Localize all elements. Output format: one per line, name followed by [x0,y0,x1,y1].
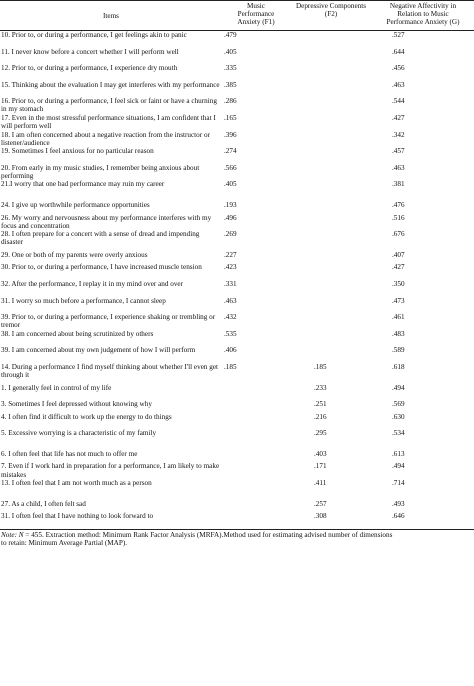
g-loading-cell: .494 [392,462,405,471]
header-f2 [290,1,372,31]
g-loading-cell: .350 [392,279,405,288]
table-row [0,512,474,529]
table-row [0,197,474,214]
item-cell: 28. I often prepare for a concert with a sense of dread and impending disaster [1,230,200,247]
f1-loading-cell: .423 [224,263,237,272]
item-cell: 30. Prior to, or during a performance, I have increased muscle tension [1,263,202,272]
table-row [0,247,474,264]
f1-loading-cell: .535 [224,329,237,338]
f2-loading-cell: .171 [314,462,327,471]
table-row [0,363,474,380]
g-loading-cell: .427 [392,263,405,272]
table-header [0,1,474,31]
f1-loading-cell: .193 [224,201,237,210]
table-row [0,396,474,413]
item-cell: 39. I am concerned about my own judgement of how I will perform [1,346,196,355]
table-row [0,330,474,347]
f2-loading-cell [290,147,372,164]
table-row [0,379,474,396]
table-row [0,313,474,330]
table-row [0,230,474,247]
item-cell: 3. Sometimes I feel depressed without knowing why [1,400,152,409]
f2-loading-cell: .233 [314,383,327,392]
g-loading-cell: .618 [392,362,405,371]
f1-loading-cell: .396 [224,130,237,139]
g-loading-cell: .427 [392,113,405,122]
f1-loading-cell: .335 [224,64,237,73]
table-row [0,297,474,314]
f1-loading-cell [222,479,290,496]
header-f2-line2: (F2) [324,10,338,18]
table-row [0,64,474,81]
item-cell: 14. During a performance I find myself thinking about whether I'll even get through it [1,362,219,379]
f1-loading-cell [222,446,290,463]
f2-loading-cell [290,31,372,48]
g-loading-cell: .630 [392,412,405,421]
table-row [0,81,474,98]
table-row [0,280,474,297]
table-row [0,147,474,164]
item-cell: 26. My worry and nervousness about my performance interferes with my focus and concentration [1,213,212,230]
item-cell: 18. I am often concerned about a negative reaction from the instructor or listener/audience [1,130,210,147]
table-row [0,180,474,197]
f1-loading-cell: .274 [224,147,237,156]
f1-loading-cell: .406 [224,346,237,355]
g-loading-cell: .527 [392,31,405,39]
f2-loading-cell [290,197,372,214]
header-g-line3: Performance Anxiety (G) [386,18,460,26]
table-row [0,462,474,479]
f2-loading-cell [290,131,372,148]
f1-loading-cell [222,379,290,396]
table-row [0,446,474,463]
header-g [372,1,474,31]
item-cell: 32. After the performance, I replay it in my mind over and over [1,279,184,288]
item-cell: 24. I give up worthwhile performance opportunities [1,201,150,210]
g-loading-cell: .457 [392,147,405,156]
f1-loading-cell [222,396,290,413]
f2-loading-cell [290,313,372,330]
g-loading-cell: .473 [392,296,405,305]
f1-loading-cell: .479 [224,31,237,39]
table-note [0,530,474,548]
f1-loading-cell: .269 [224,230,237,239]
item-cell: 17. Even in the most stressful performance situations, I am confident that I will perform well [1,113,216,131]
f2-loading-cell [290,330,372,347]
f1-loading-cell [222,429,290,446]
f2-loading-cell: .308 [290,512,372,529]
f2-loading-cell [290,214,372,231]
f2-loading-cell [290,297,372,314]
f1-loading-cell [222,413,290,430]
table-row [0,48,474,65]
f2-loading-cell [290,280,372,297]
item-cell: 19. Sometimes I feel anxious for no particular reason [1,147,154,156]
g-loading-cell: .676 [392,230,405,239]
item-cell: 10. Prior to, or during a performance, I get feelings akin to panic [1,31,187,39]
note-text-line2: to retain: Minimum Average Partial (MAP). [1,539,128,548]
g-loading-cell: .544 [392,97,405,106]
table-row [0,131,474,148]
g-loading-cell: .407 [392,250,405,259]
header-f1 [222,1,290,31]
f2-loading-cell [290,164,372,181]
g-loading-cell: .456 [392,64,405,73]
table-body [0,31,474,530]
f1-loading-cell: .566 [224,163,237,172]
f1-loading-cell: .405 [224,180,237,189]
item-cell: 21.I worry that one bad performance may ruin my career [1,180,165,189]
f1-loading-cell: .286 [224,97,237,106]
f1-loading-cell: .185 [224,362,237,371]
f2-loading-cell [290,64,372,81]
table-row [0,263,474,280]
g-loading-cell: .463 [392,80,405,89]
item-cell: 5. Excessive worrying is a characteristic of my family [1,429,157,438]
g-loading-cell: .569 [392,400,405,409]
header-f1-line3: Anxiety (F1) [237,18,275,26]
g-loading-cell: .516 [392,213,405,222]
f2-loading-cell [290,81,372,98]
f2-loading-cell: .216 [314,412,327,421]
g-loading-cell: .342 [392,130,405,139]
item-cell: 27. As a child, I often felt sad [1,499,86,508]
table-row [0,97,474,114]
header-f1-line1: Music [247,2,265,10]
f2-loading-cell [290,247,372,264]
item-cell: 31. I worry so much before a performance, I cannot sleep [1,296,166,305]
table-row [0,496,474,513]
f2-loading-cell [290,97,372,114]
item-cell: 16. Prior to, or during a performance, I feel sick or faint or have a churning in my stomach [1,97,217,114]
g-loading-cell: .613 [392,450,405,459]
item-cell: 38. I am concerned about being scrutinized by others [1,329,154,338]
item-cell: 29. One or both of my parents were overly anxious [1,250,148,259]
f1-loading-cell: .385 [224,80,237,89]
table-row [0,479,474,496]
header-items: Items [0,1,222,31]
item-cell: 1. I generally feel in control of my life [1,383,112,392]
item-cell: 6. I often feel that life has not much to offer me [1,450,138,459]
note-text-line1: = 455. Extraction method: Minimum Rank Factor Analysis (MRFA).Method used for estimating advised number of dimensions [23,530,393,539]
f1-loading-cell: .165 [224,113,237,122]
item-cell: 4. I often find it difficult to work up the energy to do things [1,412,172,421]
f2-loading-cell [290,114,372,131]
f2-loading-cell: .411 [314,479,327,488]
g-loading-cell: .461 [392,313,405,322]
g-loading-cell: .714 [392,479,405,488]
f1-loading-cell: .463 [224,296,237,305]
g-loading-cell: .646 [372,512,474,529]
table-row [0,214,474,231]
f2-loading-cell [290,48,372,65]
f2-loading-cell: .185 [314,362,327,371]
f2-loading-cell: .257 [314,499,327,508]
f1-loading-cell: .432 [224,313,237,322]
f2-loading-cell [290,346,372,363]
g-loading-cell: .483 [392,329,405,338]
note-label: Note: [1,530,17,539]
item-cell: 20. From early in my music studies, I remember being anxious about performing [1,163,200,180]
f1-loading-cell [222,462,290,479]
g-loading-cell: .476 [392,201,405,210]
f2-loading-cell [290,230,372,247]
g-loading-cell: .494 [392,383,405,392]
header-g-line2: Relation to Music [397,10,449,18]
g-loading-cell: .463 [392,163,405,172]
item-cell: 31. I often feel that I have nothing to look forward to [0,512,222,529]
g-loading-cell: .589 [392,346,405,355]
header-g-line1: Negative Affectivity in [389,2,457,10]
f1-loading-cell [222,512,290,529]
f1-loading-cell: .405 [224,47,237,56]
f2-loading-cell: .403 [314,450,327,459]
item-cell: 11. I never know before a concert whether I will perform well [1,47,179,56]
f2-loading-cell [290,263,372,280]
table-row [0,413,474,430]
f2-loading-cell: .295 [314,429,327,438]
item-cell: 15. Thinking about the evaluation I may get interferes with my performance [1,80,220,89]
table-row [0,429,474,446]
g-loading-cell: .381 [392,180,405,189]
table-row [0,31,474,48]
table-row [0,346,474,363]
g-loading-cell: .493 [392,499,405,508]
f1-loading-cell: .496 [224,213,237,222]
header-f2-line1: Depressive Components [295,2,367,10]
f1-loading-cell: .331 [224,279,237,288]
f1-loading-cell [222,496,290,513]
header-f1-line2: Performance [237,10,275,18]
item-cell: 39. Prior to, or during a performance, I experience shaking or trembling or tremor [1,313,216,330]
f2-loading-cell: .251 [314,400,327,409]
g-loading-cell: .534 [392,429,405,438]
table-row [0,114,474,131]
table-row [0,164,474,181]
item-cell: 7. Even if I work hard in preparation for a performance, I am likely to make mistakes [1,462,220,479]
f1-loading-cell: .227 [224,250,237,259]
f2-loading-cell [290,180,372,197]
note-n-label: N [18,530,24,539]
g-loading-cell: .644 [392,47,405,56]
item-cell: 12. Prior to, or during a performance, I experience dry mouth [1,64,178,73]
item-cell: 13. I often feel that I am not worth much as a person [1,479,152,488]
